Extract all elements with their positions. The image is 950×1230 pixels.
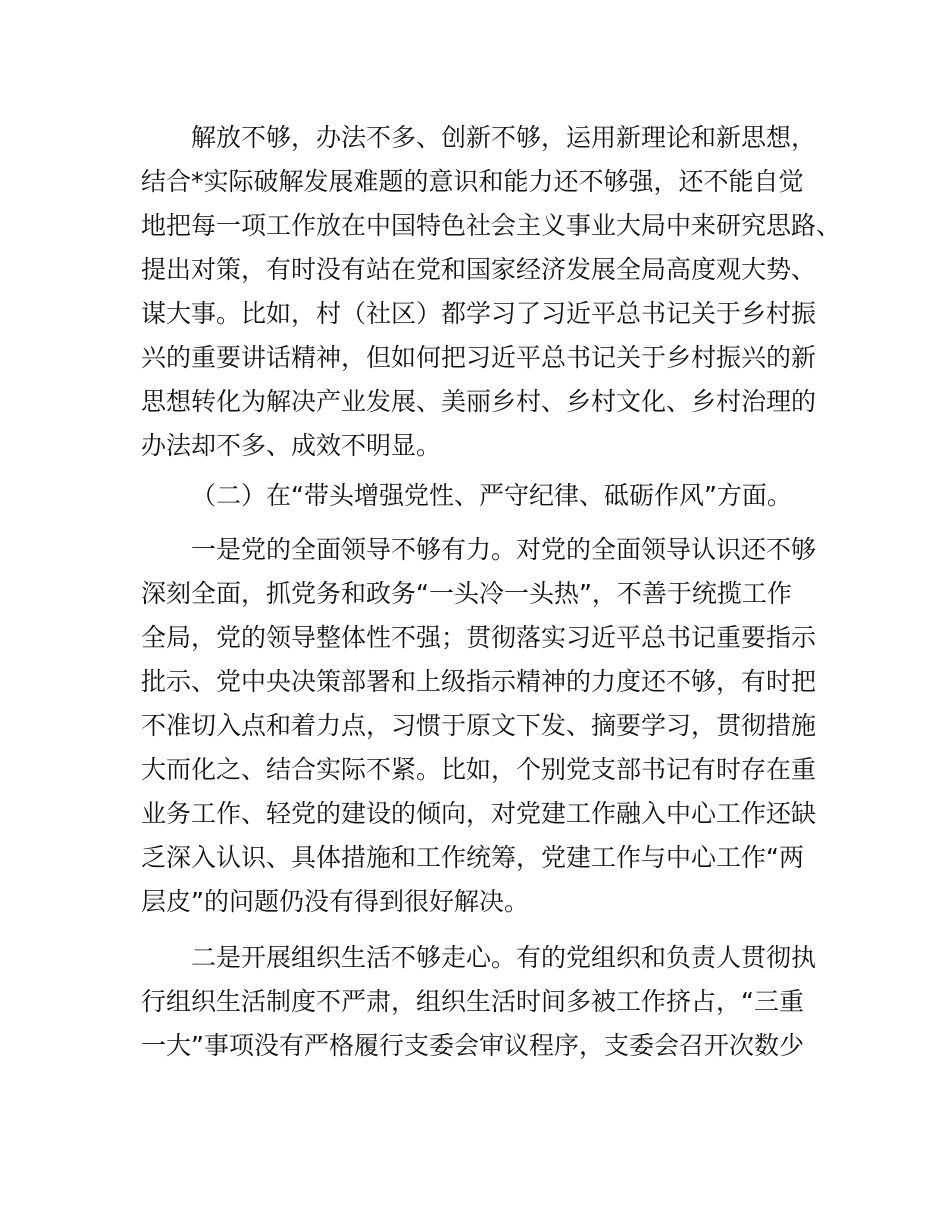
- text-line: 深刻全面，抓党务和政务“一头冷一头热”，不善于统揽工作: [141, 579, 792, 608]
- text-line: 层皮”的问题仍没有得到很好解决。: [141, 887, 529, 916]
- text-line: 一大”事项没有严格履行支委会审议程序，支委会召开次数少: [141, 1031, 804, 1060]
- text-line: 行组织生活制度不严肃，组织生活时间多被工作挤占，“三重: [141, 987, 804, 1016]
- section-heading: （二）在“带头增强党性、严守纪律、砥砺作风”方面。: [191, 481, 792, 510]
- text-line: 一是党的全面领导不够有力。对党的全面领导认识还不够: [191, 535, 817, 564]
- text-line: 不准切入点和着力点，习惯于原文下发、摘要学习，贯彻措施: [141, 711, 817, 740]
- text-line: 谋大事。比如，村（社区）都学习了习近平总书记关于乡村振: [141, 299, 817, 328]
- text-line: 解放不够，办法不多、创新不够，运用新理论和新思想，: [191, 123, 817, 152]
- text-line: 全局，党的领导整体性不强；贯彻落实习近平总书记重要指示: [141, 623, 817, 652]
- text-line: 思想转化为解决产业发展、美丽乡村、乡村文化、乡村治理的: [141, 387, 817, 416]
- text-line: 地把每一项工作放在中国特色社会主义事业大局中来研究思路、: [141, 211, 842, 240]
- text-line: 乏深入认识、具体措施和工作统筹，党建工作与中心工作“两: [141, 843, 804, 872]
- text-line: 办法却不多、成效不明显。: [141, 431, 442, 460]
- text-line: 业务工作、轻党的建设的倾向，对党建工作融入中心工作还缺: [141, 799, 817, 828]
- text-line: 提出对策，有时没有站在党和国家经济发展全局高度观大势、: [141, 255, 817, 284]
- text-line: 二是开展组织生活不够走心。有的党组织和负责人贯彻执: [191, 943, 817, 972]
- text-line: 兴的重要讲话精神，但如何把习近平总书记关于乡村振兴的新: [141, 343, 817, 372]
- text-line: 结合*实际破解发展难题的意识和能力还不够强，还不能自觉: [141, 167, 804, 196]
- text-line: 大而化之、结合实际不紧。比如，个别党支部书记有时存在重: [141, 755, 817, 784]
- text-line: 批示、党中央决策部署和上级指示精神的力度还不够，有时把: [141, 667, 817, 696]
